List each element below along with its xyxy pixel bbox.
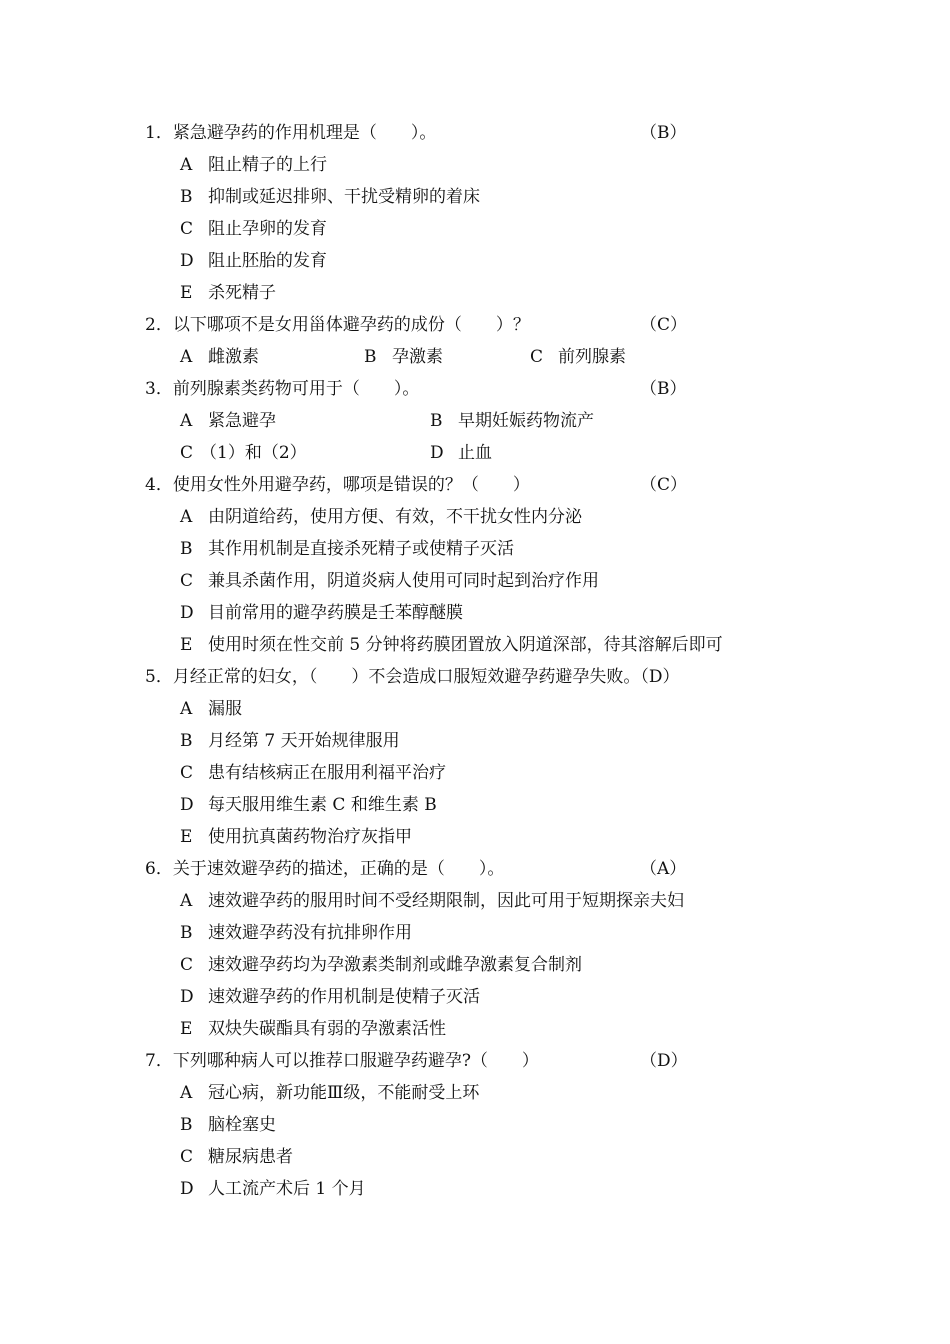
q6-option-e-text: 双炔失碳酯具有弱的孕激素活性 — [208, 1019, 446, 1039]
q6-option-e-letter: E — [180, 1019, 193, 1039]
q4-option-e-text: 使用时须在性交前 5 分钟将药膜团置放入阴道深部，待其溶解后即可 — [208, 635, 723, 655]
q5-option-b-text: 月经第 7 天开始规律服用 — [208, 731, 400, 751]
q2-option-a-text: 雌激素 — [208, 347, 259, 367]
q5-option-c-letter: C — [180, 763, 194, 783]
q1-option-a-letter: A — [180, 155, 193, 175]
q1-option-e-text: 杀死精子 — [208, 283, 276, 303]
q5-option-e-text: 使用抗真菌药物治疗灰指甲 — [208, 827, 412, 847]
q4-option-d-text: 目前常用的避孕药膜是壬苯醇醚膜 — [208, 603, 463, 623]
q6-option-d-letter: D — [180, 987, 194, 1007]
q3-option-c-text: （1）和（2） — [200, 443, 307, 463]
question-3-answer: （B） — [640, 379, 687, 399]
question-4-stem: 4．使用女性外用避孕药，哪项是错误的？（ ） — [145, 475, 530, 495]
q5-option-e-letter: E — [180, 827, 193, 847]
q3-option-a-text: 紧急避孕 — [208, 411, 276, 431]
q3-option-d-text: 止血 — [458, 443, 492, 463]
q7-option-c-text: 糖尿病患者 — [208, 1147, 293, 1167]
q1-option-d-text: 阻止胚胎的发育 — [208, 251, 327, 271]
q5-option-d-text: 每天服用维生素 C 和维生素 B — [208, 795, 437, 815]
q4-option-a-letter: A — [180, 507, 193, 527]
question-1-answer: （B） — [640, 123, 687, 143]
q1-option-b-letter: B — [180, 187, 193, 207]
q5-option-a-letter: A — [180, 699, 193, 719]
q1-option-c-letter: C — [180, 219, 194, 239]
q7-option-c-letter: C — [180, 1147, 194, 1167]
question-7-answer: （D） — [640, 1051, 688, 1071]
q7-option-d-text: 人工流产术后 1 个月 — [208, 1179, 366, 1199]
question-2-answer: （C） — [640, 315, 688, 335]
q7-option-a-text: 冠心病，新功能Ⅲ级，不能耐受上环 — [208, 1083, 480, 1103]
q2-option-b-letter: B — [364, 347, 377, 367]
question-6-answer: （A） — [640, 859, 687, 879]
q2-option-c-text: 前列腺素 — [558, 347, 626, 367]
q4-option-e-letter: E — [180, 635, 193, 655]
q1-option-c-text: 阻止孕卵的发育 — [208, 219, 327, 239]
q3-option-b-letter: B — [430, 411, 443, 431]
q4-option-c-text: 兼具杀菌作用，阴道炎病人使用可同时起到治疗作用 — [208, 571, 599, 591]
question-4-answer: （C） — [640, 475, 688, 495]
q1-option-d-letter: D — [180, 251, 194, 271]
q6-option-b-text: 速效避孕药没有抗排卵作用 — [208, 923, 412, 943]
q7-option-b-text: 脑栓塞史 — [208, 1115, 276, 1135]
q4-option-b-text: 其作用机制是直接杀死精子或使精子灭活 — [208, 539, 514, 559]
q4-option-c-letter: C — [180, 571, 194, 591]
q1-option-a-text: 阻止精子的上行 — [208, 155, 327, 175]
q2-option-b-text: 孕激素 — [392, 347, 443, 367]
q6-option-a-text: 速效避孕药的服用时间不受经期限制，因此可用于短期探亲夫妇 — [208, 891, 684, 911]
q1-option-b-text: 抑制或延迟排卵、干扰受精卵的着床 — [208, 187, 480, 207]
q3-option-b-text: 早期妊娠药物流产 — [458, 411, 594, 431]
q7-option-b-letter: B — [180, 1115, 193, 1135]
q3-option-d-letter: D — [430, 443, 444, 463]
q6-option-a-letter: A — [180, 891, 193, 911]
q4-option-d-letter: D — [180, 603, 194, 623]
question-3-stem: 3．前列腺素类药物可用于（ ）。 — [145, 379, 420, 399]
q3-option-a-letter: A — [180, 411, 193, 431]
q7-option-a-letter: A — [180, 1083, 193, 1103]
question-5-stem: 5．月经正常的妇女，（ ）不会造成口服短效避孕药避孕失败。（D） — [145, 667, 680, 687]
q5-option-d-letter: D — [180, 795, 194, 815]
q1-option-e-letter: E — [180, 283, 193, 303]
q3-option-c-letter: C — [180, 443, 194, 463]
q5-option-a-text: 漏服 — [208, 699, 242, 719]
q5-option-b-letter: B — [180, 731, 193, 751]
q2-option-a-letter: A — [180, 347, 193, 367]
q6-option-d-text: 速效避孕药的作用机制是使精子灭活 — [208, 987, 480, 1007]
question-1-stem: 1．紧急避孕药的作用机理是（ ）。 — [145, 123, 437, 143]
question-2-stem: 2．以下哪项不是女用甾体避孕药的成份（ ）？ — [145, 315, 530, 335]
question-6-stem: 6．关于速效避孕药的描述，正确的是（ ）。 — [145, 859, 505, 879]
q6-option-c-letter: C — [180, 955, 194, 975]
q7-option-d-letter: D — [180, 1179, 194, 1199]
q6-option-b-letter: B — [180, 923, 193, 943]
question-7-stem: 7．下列哪种病人可以推荐口服避孕药避孕?（ ） — [145, 1051, 539, 1071]
q6-option-c-text: 速效避孕药均为孕激素类制剂或雌孕激素复合制剂 — [208, 955, 582, 975]
q5-option-c-text: 患有结核病正在服用利福平治疗 — [208, 763, 446, 783]
q4-option-b-letter: B — [180, 539, 193, 559]
q4-option-a-text: 由阴道给药，使用方便、有效，不干扰女性内分泌 — [208, 507, 582, 527]
q2-option-c-letter: C — [530, 347, 544, 367]
